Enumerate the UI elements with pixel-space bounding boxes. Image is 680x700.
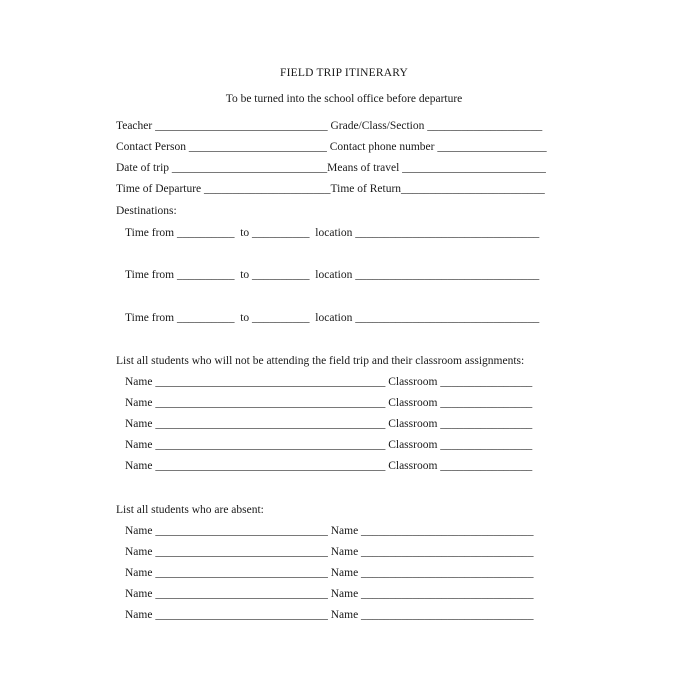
absent-heading: List all students who are absent: [116,504,264,516]
date-travel-line[interactable]: Date of trip ___________________________Means of travel _________________________ [116,162,546,174]
form-subtitle: To be turned into the school office before departure [225,93,463,105]
absent-line[interactable]: Name ______________________________ Name ______________________________ [125,525,534,537]
teacher-grade-line[interactable]: Teacher ______________________________ Grade/Class/Section ____________________ [116,120,543,132]
absent-line[interactable]: Name ______________________________ Name ______________________________ [125,609,534,621]
contact-line[interactable]: Contact Person ________________________ Contact phone number ___________________ [116,141,547,153]
form-title: FIELD TRIP ITINERARY [280,67,408,79]
destinations-label: Destinations: [116,205,177,217]
absent-line[interactable]: Name ______________________________ Name ______________________________ [125,546,534,558]
not-attending-heading: List all students who will not be attending the field trip and their classroom assignments: [116,355,525,367]
not-attending-line[interactable]: Name ________________________________________ Classroom ________________ [125,418,533,430]
not-attending-line[interactable]: Name ________________________________________ Classroom ________________ [125,397,533,409]
destination-line[interactable]: Time from __________ to __________ location ________________________________ [125,312,540,324]
destination-line[interactable]: Time from __________ to __________ location ________________________________ [125,269,540,281]
not-attending-line[interactable]: Name ________________________________________ Classroom ________________ [125,376,533,388]
not-attending-line[interactable]: Name ________________________________________ Classroom ________________ [125,460,533,472]
absent-line[interactable]: Name ______________________________ Name ______________________________ [125,567,534,579]
departure-return-line[interactable]: Time of Departure ______________________Time of Return_________________________ [116,183,545,195]
destination-line[interactable]: Time from __________ to __________ location ________________________________ [125,227,540,239]
not-attending-line[interactable]: Name ________________________________________ Classroom ________________ [125,439,533,451]
absent-line[interactable]: Name ______________________________ Name ______________________________ [125,588,534,600]
